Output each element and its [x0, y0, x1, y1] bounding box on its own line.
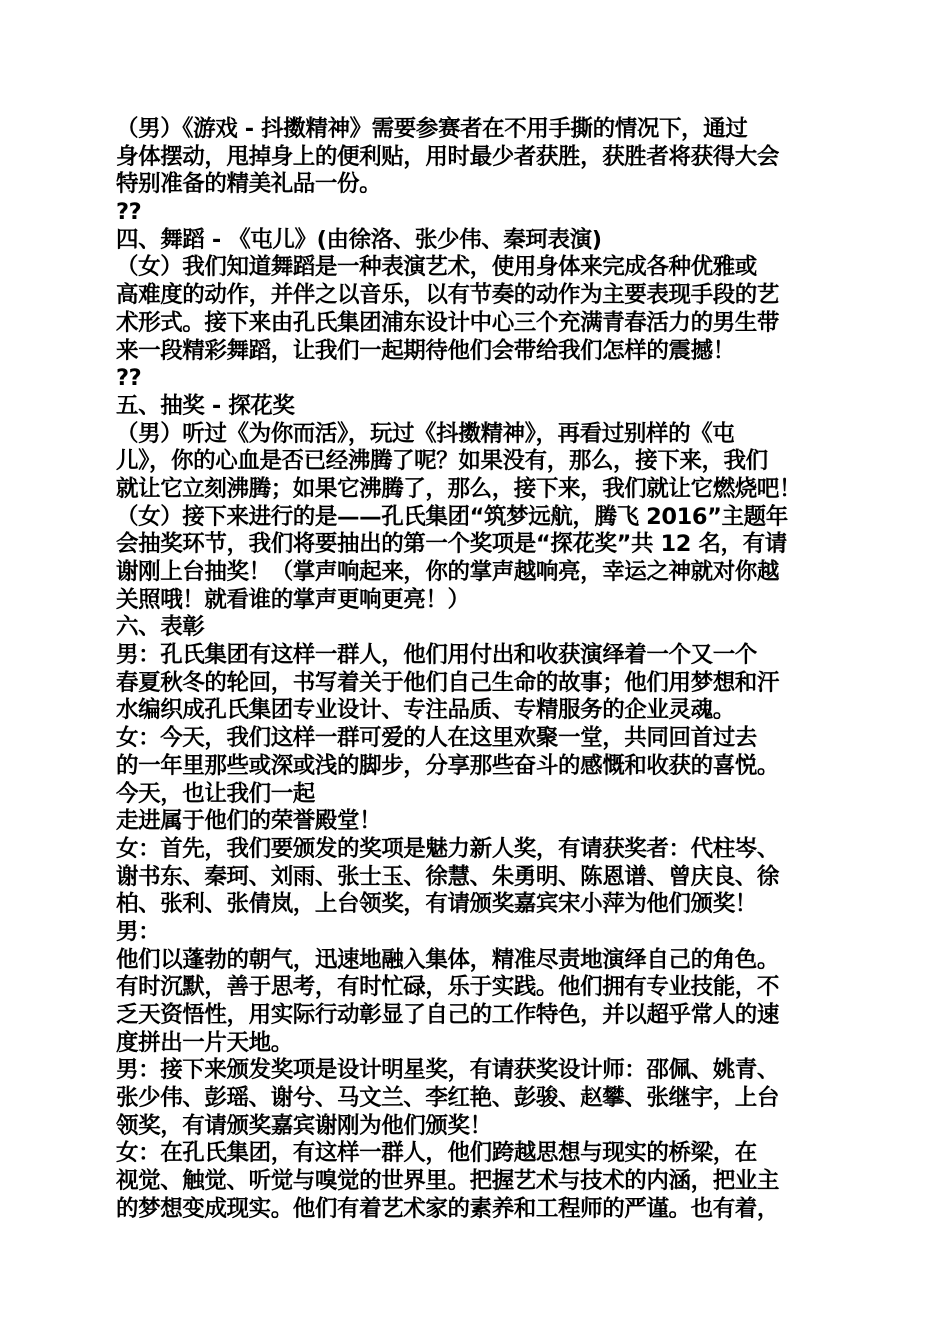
- section-heading-lottery: 五、抽奖 - 探花奖: [116, 392, 295, 419]
- text-line: 今天，也让我们一起: [116, 780, 315, 807]
- text-line: 男：接下来颁发奖项是设计明星奖，有请获奖设计师：邵佩、姚青、: [116, 1057, 780, 1084]
- text-line: 儿》，你的心血是否已经沸腾了呢？如果没有，那么，接下来，我们: [116, 448, 768, 475]
- section-heading-awards: 六、表彰: [116, 614, 205, 641]
- text-line: 女：在孔氏集团，有这样一群人，他们跨越思想与现实的桥梁，在: [116, 1140, 757, 1167]
- text-line: 女：首先，我们要颁发的奖项是魅力新人奖，有请获奖者：代柱岑、: [116, 835, 780, 862]
- text-line: 水编织成孔氏集团专业设计、专注品质、专精服务的企业灵魂。: [116, 697, 735, 724]
- text-line: 领奖，有请颁奖嘉宾谢刚为他们颁奖！: [116, 1112, 492, 1139]
- text-line: 的梦想变成现实。他们有着艺术家的素养和工程师的严谨。也有着，: [116, 1195, 780, 1222]
- text-line: 来一段精彩舞蹈，让我们一起期待他们会带给我们怎样的震撼！: [116, 337, 735, 364]
- text-line: 走进属于他们的荣誉殿堂！: [116, 808, 382, 835]
- section-heading-dance: 四、舞蹈 - 《屯儿》(由徐洛、张少伟、秦珂表演): [116, 226, 602, 253]
- text-line: 谢书东、秦珂、刘雨、张士玉、徐慧、朱勇明、陈恩谱、曾庆良、徐: [116, 863, 780, 890]
- text-line: 张少伟、彭瑶、谢兮、马文兰、李红艳、彭骏、赵攀、张继宇，上台: [116, 1085, 780, 1112]
- text-line: 就让它立刻沸腾；如果它沸腾了，那么，接下来，我们就让它燃烧吧！: [116, 475, 802, 502]
- text-line: 度拼出一片天地。: [116, 1029, 293, 1056]
- text-line: 特别准备的精美礼品一份。: [116, 171, 382, 198]
- text-line: 身体摆动，甩掉身上的便利贴，用时最少者获胜，获胜者将获得大会: [116, 143, 780, 170]
- text-line: 视觉、触觉、听觉与嗅觉的世界里。把握艺术与技术的内涵，把业主: [116, 1168, 780, 1195]
- text-line: 高难度的动作，并伴之以音乐，以有节奏的动作为主要表现手段的艺: [116, 282, 780, 309]
- text-line: 会抽奖环节，我们将要抽出的第一个奖项是“探花奖”共 12 名，有请: [116, 531, 787, 558]
- text-line: 乏天资悟性，用实际行动彰显了自己的工作特色，并以超乎常人的速: [116, 1002, 780, 1028]
- text-line: ??: [116, 365, 142, 392]
- text-line: 春夏秋冬的轮回，书写着关于他们自己生命的故事；他们用梦想和汗: [116, 669, 780, 696]
- text-line: 术形式。接下来由孔氏集团浦东设计中心三个充满青春活力的男生带: [116, 309, 780, 336]
- document-body: [116, 116, 838, 1224]
- text-line: 女：今天，我们这样一群可爱的人在这里欢聚一堂，共同回首过去: [116, 725, 757, 752]
- text-line: （男）听过《为你而活》，玩过《抖擞精神》，再看过别样的《屯: [116, 420, 735, 447]
- text-line: 的一年里那些或深或浅的脚步，分享那些奋斗的感慨和收获的喜悦。: [116, 752, 780, 779]
- text-line: ??: [116, 199, 142, 226]
- text-line: 有时沉默，善于思考，有时忙碌，乐于实践。他们拥有专业技能，不: [116, 974, 780, 1001]
- text-line: （女）接下来进行的是——孔氏集团“筑梦远航，腾飞 2016”主题年: [116, 503, 788, 530]
- text-line: 他们以蓬勃的朝气，迅速地融入集体，精准尽责地演绎自己的角色。: [116, 946, 780, 973]
- text-line: 男：: [116, 918, 161, 945]
- text-line: 谢刚上台抽奖！（掌声响起来，你的掌声越响亮，幸运之神就对你越: [116, 559, 780, 585]
- text-line: （女）我们知道舞蹈是一种表演艺术，使用身体来完成各种优雅或: [116, 254, 757, 281]
- text-line: （男）《游戏 - 抖擞精神》需要参赛者在不用手撕的情况下，通过: [116, 116, 748, 142]
- text-line: 柏、张利、张倩岚，上台领奖，有请颁奖嘉宾宋小萍为他们颁奖！: [116, 891, 757, 918]
- text-line: 男：孔氏集团有这样一群人，他们用付出和收获演绎着一个又一个: [116, 642, 757, 669]
- text-line: 关照哦！就看谁的掌声更响更亮！）: [116, 586, 470, 613]
